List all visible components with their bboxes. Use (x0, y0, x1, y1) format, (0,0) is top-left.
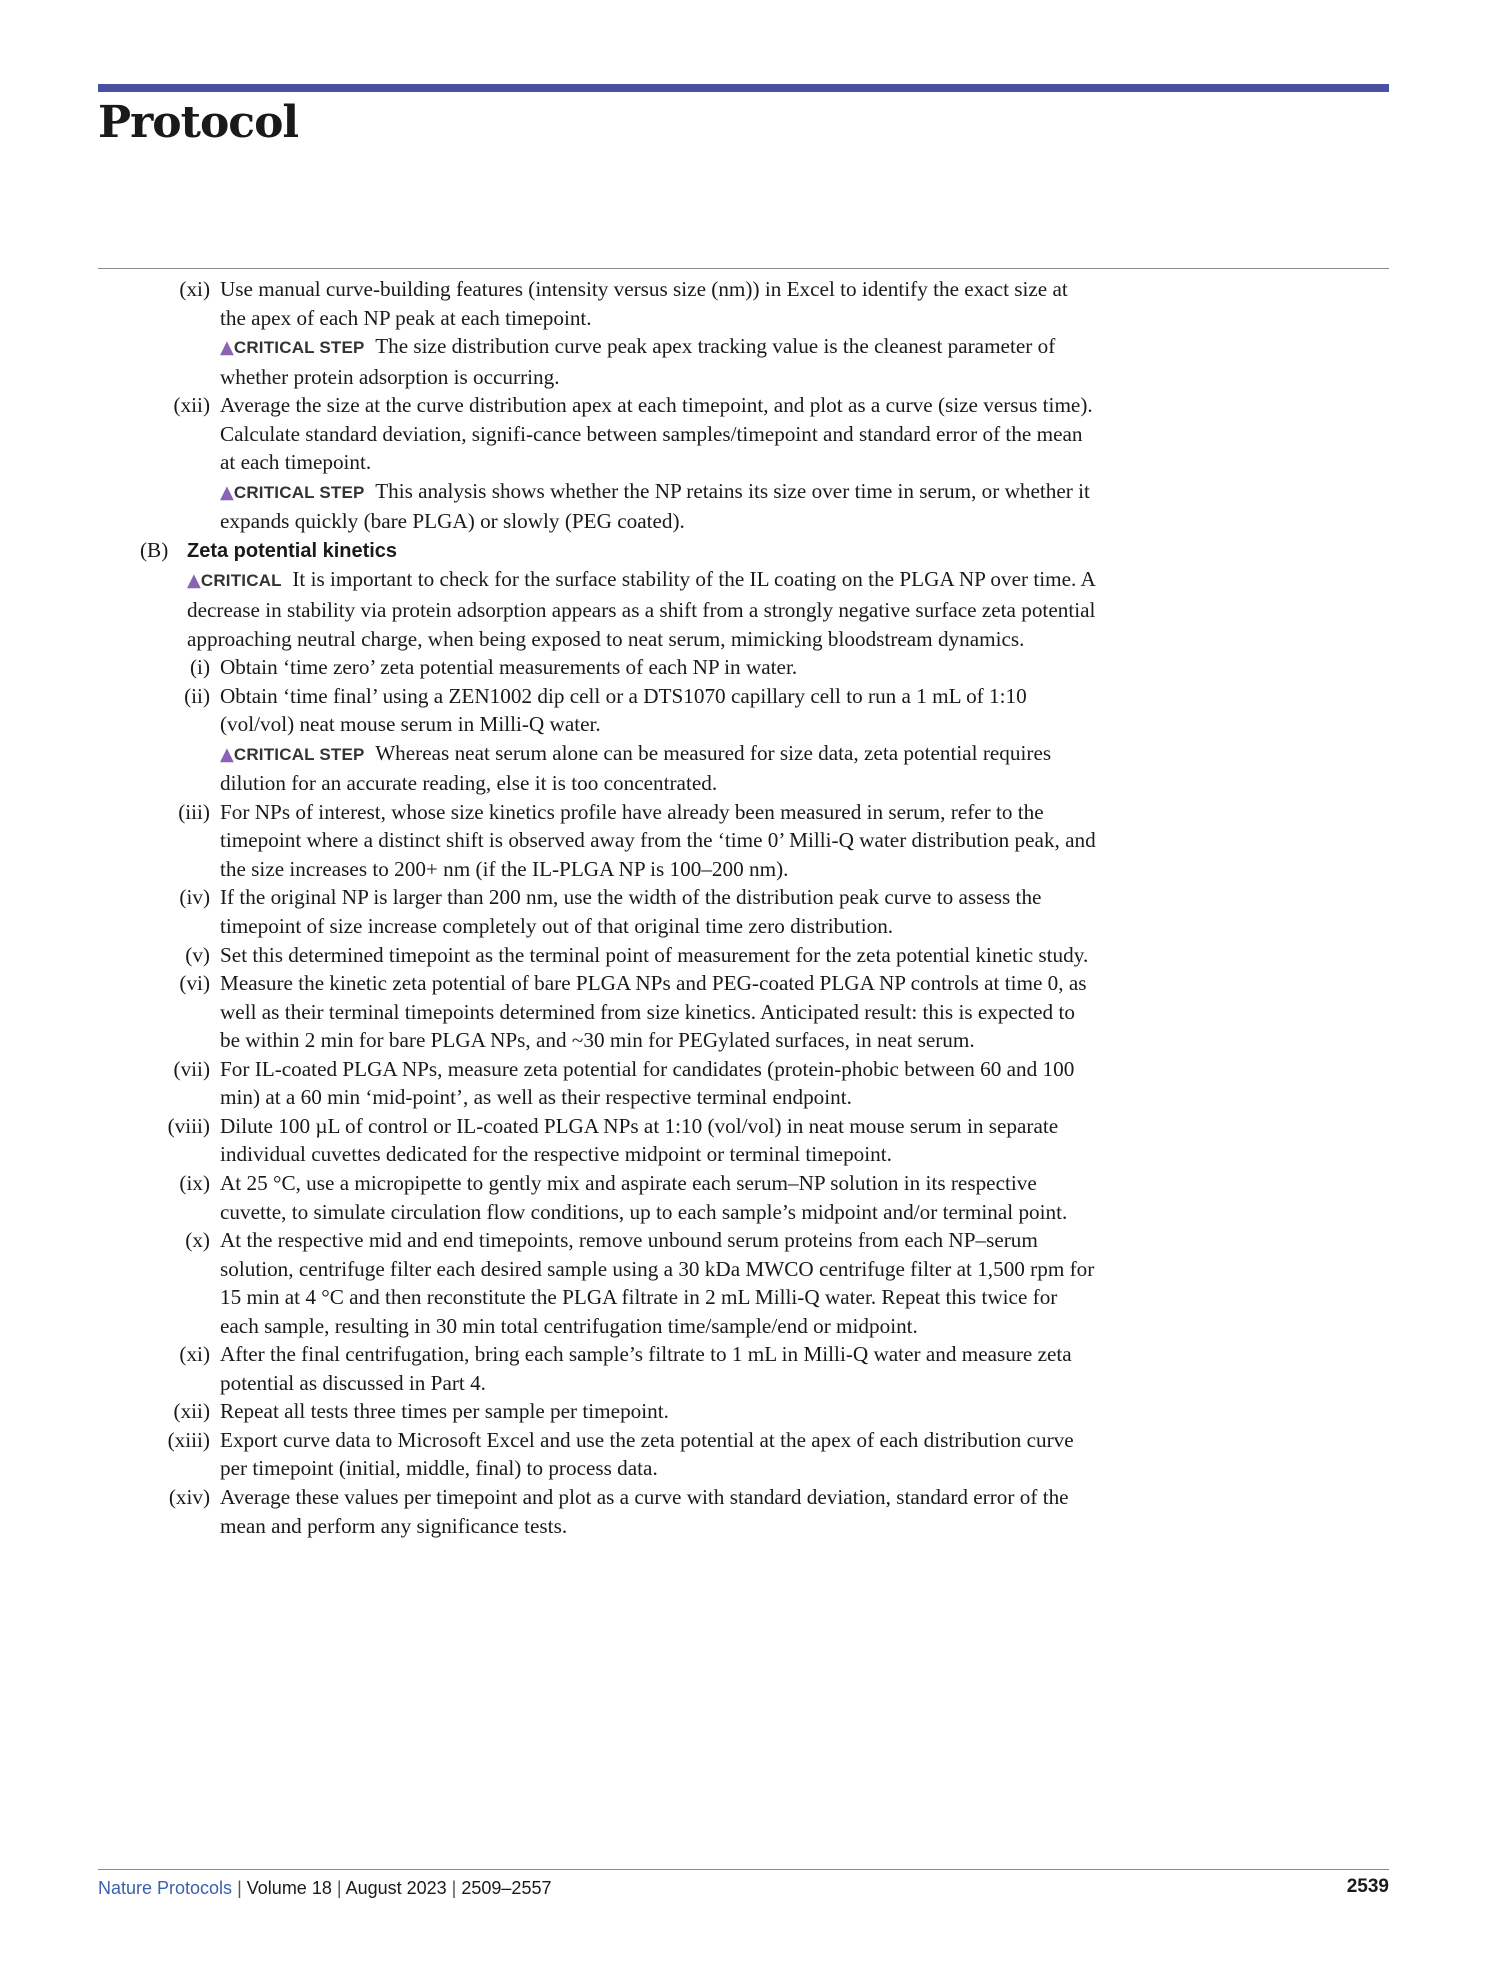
footer-separator: | (237, 1878, 242, 1898)
section-b-critical (98, 565, 1098, 653)
step-number: (iv) (179, 885, 210, 910)
footer-pages: 2509–2557 (461, 1878, 552, 1898)
step-text: Average these values per timepoint and plot as a curve with standard deviation, standard error of the mean and perform any significance tests. (220, 1484, 1069, 1538)
step-number: (v) (185, 942, 210, 967)
step-b-viii (98, 1112, 1098, 1169)
footer-journal-link[interactable]: Nature Protocols (98, 1878, 233, 1898)
critical-step-label: CRITICAL STEP (233, 744, 365, 764)
step-text: For NPs of interest, whose size kinetics profile have already been measured in serum, refer to the timepoint where a distinct shift is observed away from the ‘time 0’ Milli-Q water distribution peak, and the size increases to 200+ nm (if the IL-PLGA NP is 100–200 nm). (220, 799, 1096, 881)
step-number: (vi) (179, 971, 210, 996)
footer-divider (98, 1869, 1389, 1870)
critical-triangle-icon: ▲ (187, 570, 201, 592)
step-text: Obtain ‘time zero’ zeta potential measurements of each NP in water. (220, 655, 798, 680)
step-a-xii (98, 391, 1098, 536)
step-b-ii (98, 682, 1098, 798)
critical-step-text: Whereas neat serum alone can be measured for size data, zeta potential requires dilution for an accurate reading, else it is too concentrated. (220, 740, 1052, 796)
step-text: At the respective mid and end timepoints, remove unbound serum proteins from each NP–serum solution, centrifuge filter each desired sample using a 30 kDa MWCO centrifuge filter at 1,500 rpm for 15 min at 4 °C and then reconstitute the PLGA filtrate in 2 mL Milli-Q water. Repeat this twice for each sample, resulting in 30 min total centrifugation time/sample/end or midpoint. (220, 1228, 1095, 1338)
critical-text: It is important to check for the surface stability of the IL coating on the PLGA NP over time. A decrease in stability via protein adsorption appears as a shift from a strongly negative surface zeta potential approaching neutral charge, when being exposed to neat serum, mimicking bloodstream dynamics. (187, 567, 1096, 651)
step-number: (xiv) (168, 1484, 210, 1509)
footer-volume: Volume 18 (246, 1878, 332, 1898)
step-number: (i) (190, 655, 210, 680)
step-text: If the original NP is larger than 200 nm, use the width of the distribution peak curve to assess the timepoint of size increase completely out of that original time zero distribution. (220, 885, 1042, 939)
step-number: (xi) (179, 277, 210, 301)
header-accent-bar (98, 84, 1389, 92)
footer-date: August 2023 (345, 1878, 447, 1898)
page-number: 2539 (1346, 1876, 1389, 1897)
step-b-x (98, 1226, 1098, 1340)
step-b-iv (98, 883, 1098, 940)
section-title: Protocol (98, 97, 299, 148)
step-b-v (98, 941, 1098, 970)
step-number: (xii) (173, 1399, 210, 1424)
critical-triangle-icon: ▲ (220, 481, 234, 503)
step-text: Export curve data to Microsoft Excel and use the zeta potential at the apex of each distribution curve per timepoint (initial, middle, final) to process data. (220, 1427, 1074, 1481)
step-b-xi (98, 1340, 1098, 1397)
critical-label: CRITICAL (200, 571, 282, 591)
critical-triangle-icon: ▲ (220, 743, 234, 765)
step-b-vi (98, 969, 1098, 1055)
step-b-iii (98, 798, 1098, 884)
footer-separator: | (336, 1878, 342, 1898)
step-number: (vii) (173, 1056, 210, 1081)
step-text: Measure the kinetic zeta potential of bare PLGA NPs and PEG-coated PLGA NP controls at time 0, as well as their terminal timepoints determined from size kinetics. Anticipated result: this is expected to be within 2 min for bare PLGA NPs, and ~30 min for PEGylated surfaces, in neat serum. (220, 971, 1087, 1053)
step-b-i (98, 653, 1098, 682)
step-number: (ii) (184, 683, 210, 708)
step-number: (x) (185, 1228, 210, 1253)
protocol-body (98, 275, 1098, 1540)
step-number: (viii) (167, 1113, 210, 1138)
section-number: (B) (140, 537, 169, 562)
step-text: Obtain ‘time final’ using a ZEN1002 dip cell or a DTS1070 capillary cell to run a 1 mL of 1:10 (vol/vol) neat mouse serum in Milli-Q water. (220, 683, 1027, 737)
step-text: Set this determined timepoint as the terminal point of measurement for the zeta potential kinetic study. (220, 942, 1089, 967)
footer-separator: | (451, 1878, 457, 1898)
step-a-xi (98, 275, 1098, 391)
step-text: At 25 °C, use a micropipette to gently mix and aspirate each serum–NP solution in its respective cuvette, to simulate circulation flow conditions, up to each sample’s midpoint and/or terminal point. (220, 1170, 1068, 1224)
step-text: Repeat all tests three times per sample per timepoint. (220, 1399, 669, 1424)
step-text: Use manual curve-building features (intensity versus size (nm)) in Excel to identify the exact size at the apex of each NP peak at each timepoint. (220, 277, 1068, 330)
header-divider (98, 268, 1389, 269)
section-title-b: Zeta potential kinetics (187, 539, 398, 562)
critical-step-text: This analysis shows whether the NP retains its size over time in serum, or whether it expands quickly (bare PLGA) or slowly (PEG coated). (220, 478, 1090, 534)
step-number: (iii) (178, 799, 210, 824)
step-text: Average the size at the curve distribution apex at each timepoint, and plot as a curve (size versus time). Calculate standard deviation, signifi-cance between samples/timepoint and standard error of the mean at each timepoint. (220, 393, 1093, 475)
step-b-xiv (98, 1483, 1098, 1540)
section-b-heading (98, 536, 1098, 566)
step-text: After the final centrifugation, bring each sample’s filtrate to 1 mL in Milli-Q water and measure zeta potential as discussed in Part 4. (220, 1342, 1072, 1395)
step-number: (xiii) (167, 1427, 210, 1452)
step-b-ix (98, 1169, 1098, 1226)
critical-step-text: The size distribution curve peak apex tracking value is the cleanest parameter of whether protein adsorption is occurring. (220, 334, 1056, 389)
step-number: (xi) (179, 1342, 210, 1367)
step-b-vii (98, 1055, 1098, 1112)
footer-citation (98, 1878, 551, 1899)
step-number: (ix) (179, 1170, 210, 1195)
critical-step-label: CRITICAL STEP (233, 482, 365, 502)
step-text: Dilute 100 µL of control or IL-coated PLGA NPs at 1:10 (vol/vol) in neat mouse serum in separate individual cuvettes dedicated for the respective midpoint or terminal timepoint. (220, 1113, 1059, 1167)
critical-step-label: CRITICAL STEP (233, 338, 365, 358)
critical-triangle-icon: ▲ (220, 337, 234, 359)
step-number: (xii) (173, 393, 210, 418)
step-text: For IL-coated PLGA NPs, measure zeta potential for candidates (protein-phobic between 60 and 100 min) at a 60 min ‘mid-point’, as well as their respective terminal endpoint. (220, 1056, 1075, 1110)
step-b-xiii (98, 1426, 1098, 1483)
step-b-xii (98, 1397, 1098, 1426)
